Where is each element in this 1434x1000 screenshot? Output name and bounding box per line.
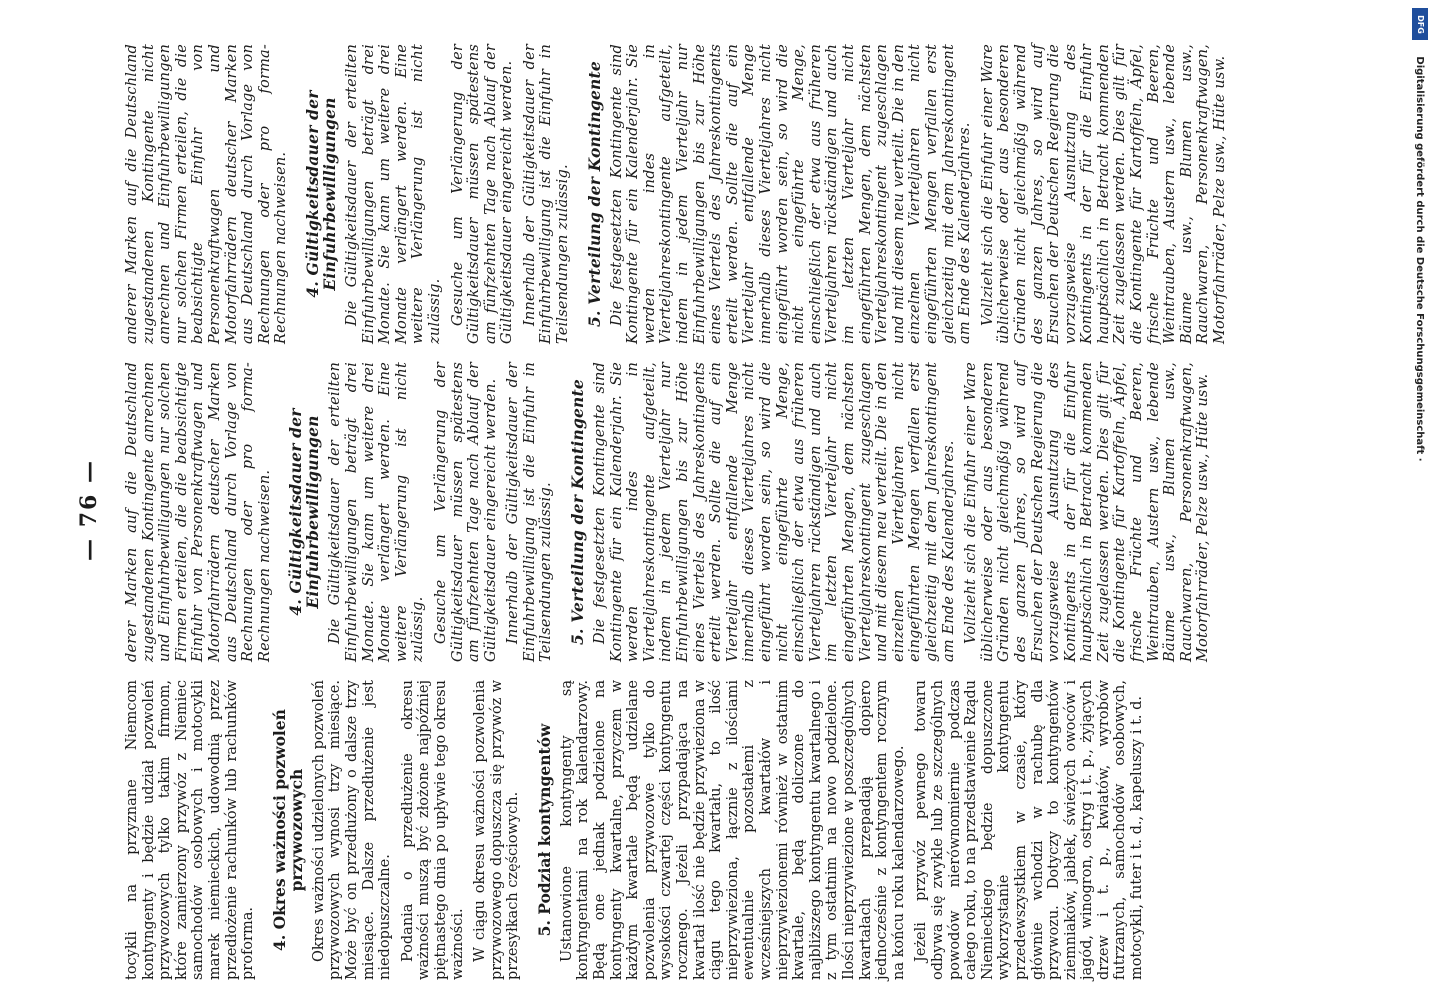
german-a-heading-5: 5. Verteilung der Kontingente: [568, 379, 588, 645]
german-b-s5-p1: Die festgesetzten Kontingente sind Kontingente für ein Kalenderjahr. Sie werden indes in Vierteljahreskontingente aufgeteilt, indem in jedem Vierteljahr nur Einfuhrbewilligungen bis zur Höhe eines Viertels des Jahreskontingents erteilt werden. Sollte die auf ein Vierteljahr entfallende Menge innerhalb dieses Vierteljahres nicht eingeführt worden sein, so wird die nicht eingeführte Menge, einschließlich der etwa aus früheren Vierteljahren rückständigen und auch im letzten Vierteljahr nicht eingeführten Mengen, dem nächsten Vierteljahreskontingent zugeschlagen und mit diesem neu verteilt. Die in den einzelnen Vierteljahren nicht eingeführten Mengen verfallen erst gleichzeitig mit dem Jahreskontingent am Ende des Kalenderjahres.: [608, 44, 974, 344]
german-a-s5-p1: Die festgesetzten Kontingente sind Kontingente für ein Kalenderjahr. Sie werden indes in Vierteljahreskontingente aufgeteilt, indem in jedem Vierteljahr nur Einfuhrbewilligungen bis zur Höhe eines Viertels des Jahreskontingents erteilt werden. Sollte die auf ein Vierteljahr entfallende Menge innerhalb dieses Vierteljahres nicht eingeführt worden sein, so wird die nicht eingeführte Menge, einschließlich der etwa aus früheren Vierteljahren rückständigen und auch im letzten Vierteljahr nicht eingeführten Mengen, dem nächsten Vierteljahreskontingent zugeschlagen und mit diesem neu verteilt. Die in den einzelnen Vierteljahren nicht eingeführten Mengen verfallen erst gleichzeitig mit dem Jahreskontingent am Ende des Kalenderjahres.: [592, 362, 957, 662]
polish-s5-p1: Ustanowione kontyngenty są kontyngentami na rok kalendarzowy. Będą one jednak podzielone na kontyngenty kwartalne, przyczem w każdym kwartale będą udzielane pozwolenia przywozowe tylko do wysokości czwartej części kontyngentu rocznego. Jeżeli przypadająca na kwartał ilość nie będzie przywieziona w ciągu tego kwartału, to ilość nieprzywieziona, łącznie z ilościami ewentualnie pozostałemi z wcześniejszych kwartałów i nieprzywiezionemi również w ostatnim kwartale, będą doliczone do najbliższego kontyngentu kwartalnego i z tym ostatnim na nowo podzielone. Ilości nieprzywiezione w poszczególnych kwartałach przepadają dopiero jednocześnie z kontyngentem rocznym na końcu roku kalendarzowego.: [558, 680, 907, 980]
page-number: — 76 —: [76, 459, 102, 561]
german-a-heading-4: 4. Gültigkeitsdauer der Einfuhrbewilligungen: [286, 408, 323, 616]
german-column-b: [124, 44, 1384, 344]
german-b-heading-4: 4. Gültigkeitsdauer der Einfuhrbewilligungen: [302, 90, 339, 298]
german-b-intro: anderer Marken auf die Deutschland zugestandenen Kontingente nicht anrechnen und Einfuhrbewilligungen nur solchen Firmen erteilen, die die beabsichtigte Einfuhr von Personenkraftwagen und Motorfahrrädern deutscher Marken aus Deutschland durch Vorlage von Rechnungen oder pro forma-Rechnungen nachweisen.: [124, 44, 290, 344]
text-columns: [124, 40, 1404, 980]
german-b-heading-5: 5. Verteilung der Kontingente: [584, 61, 604, 327]
german-column-a: [124, 362, 1384, 662]
german-b-s5-p2: Vollzieht sich die Einfuhr einer Ware üblicherweise oder aus besonderen Gründen nicht gleichmäßig während des ganzen Jahres, so wird auf Ersuchen der Deutschen Regierung die vorzugsweise Ausnutzung des Kontingents in der für die Einfuhr hauptsächlich in Betracht kommenden Zeit zugelassen werden. Dies gilt für die Kontingente für Kartoffeln, Äpfel, frische Früchte und Beeren, Weintrauben, Austern usw., lebende Bäume usw., Blumen usw., Rauchwaren, Personenkraftwagen, Motorfahrräder, Pelze usw., Hüte usw.: [979, 44, 1229, 344]
german-a-s4-p3: Innerhalb der Gültigkeitsdauer der Einfuhrbewilligung ist die Einfuhr in Teilsendungen zulässig.: [505, 362, 555, 662]
polish-s4-p2: Podania o przedłużenie okresu ważności muszą być złożone najpóźniej piętnastego dnia po upływie tego okresu ważności.: [399, 680, 466, 980]
german-b-s4-p2: Gesuche um Verlängerung der Gültigkeitsdauer müssen spätestens am fünfzehnten Tage nach Ablauf der Gültigkeitsdauer eingereicht werden.: [449, 44, 516, 344]
german-a-s4-p2: Gesuche um Verlängerung der Gültigkeitsdauer müssen spätestens am fünfzehnten Tage nach Ablauf der Gültigkeitsdauer eingereicht werden.: [432, 362, 499, 662]
german-a-s5-p2: Vollzieht sich die Einfuhr einer Ware üblicherweise oder aus besonderen Gründen nicht gleichmäßig während des ganzen Jahres, so wird auf Ersuchen der Deutschen Regierung die vorzugsweise Ausnutzung des Kontingents in der für die Einfuhr hauptsächlich in Betracht kommenden Zeit zugelassen werden. Dies gilt für die Kontingente für Kartoffeln, Äpfel, frische Früchte und Beeren, Weintrauben, Austern usw., lebende Bäume usw., Blumen usw., Rauchwaren, Personenkraftwagen, Motorfahrräder, Pelze usw., Hüte usw.: [963, 362, 1212, 662]
dfg-badge-label: DFG: [1415, 14, 1425, 34]
german-b-s4-p3: Innerhalb der Gültigkeitsdauer der Einfuhrbewilligung ist die Einfuhr in Teilsendungen zulässig.: [521, 44, 572, 344]
polish-s5-p2: Jeżeli przywóz pewnego towaru odbywa się zwykle lub ze szczególnych powodów nierównomiernie podczas całego roku, to na przedstawienie Rządu Niemieckiego będzie dopuszczone wykorzystanie kontyngentu przedewszystkiem w czasie, który głównie wchodzi w rachubę dla przywozu. Dotyczy to kontyngentów ziemniaków, jabłek, świeżych owoców i jagód, winogron, ostryg i t. p., żyjących drzew i t. p., kwiatów, wyrobów futrzanych, samochodów osobowych, motocykli, futer i t. d., kapeluszy i t. d.: [913, 680, 1146, 980]
polish-heading-5: 5. Podział kontyngentów: [534, 723, 554, 937]
german-b-s4-p1: Die Gültigkeitsdauer der erteilten Einfuhrbewilligungen beträgt drei Monate. Sie kann um weitere drei Monate verlängert werden. Eine weitere Verlängerung ist nicht zulässig.: [343, 44, 443, 344]
polish-intro: tocykli na przyznane Niemcom kontyngenty i będzie udział pozwoleń przywozowych tylko takim firmom, które zamierzony przywóz z Niemiec samochodów osobowych i motocykli marek niemieckich, udowodnią przez przedłożenie rachunków lub rachunków proforma.: [124, 680, 257, 980]
polish-heading-4: 4. Okres ważności pozwoleń przywozowych: [269, 709, 306, 951]
digitization-sidebar: [1410, 0, 1432, 1000]
german-a-intro: derer Marken auf die Deutschland zugestandenen Kontingente anrechnen und Einfuhrbewilligungen nur solchen Firmen erteilen, die die beabsichtigte Einfuhr von Personenkraftwagen und Motorfahrrädern deutscher Marken aus Deutschland durch Vorlage von Rechnungen oder pro forma-Rechnungen nachweisen.: [124, 362, 273, 662]
german-a-s4-p1: Die Gültigkeitsdauer der erteilten Einfuhrbewilligungen beträgt drei Monate. Sie kann um weitere drei Monate verlängert werden. Eine weitere Verlängerung ist nicht zulässig.: [327, 362, 427, 662]
rotated-page: [24, 40, 1404, 980]
polish-s4-p1: Okres ważności udzielonych pozwoleń przywozowych wynosi trzy miesiące. Może być on przedłużony o dalsze trzy miesiące. Dalsze przedłużenie jest niedopuszczalne.: [310, 680, 394, 980]
polish-column: [124, 680, 1384, 980]
polish-s4-p3: W ciągu okresu ważności pozwolenia przywozowego dopuszcza się przywóz w przesyłkach częściowych.: [472, 680, 522, 980]
digitization-note: Digitalisierung gefördert durch die Deutsche Forschungsgemeinschaft ·: [1414, 56, 1425, 462]
